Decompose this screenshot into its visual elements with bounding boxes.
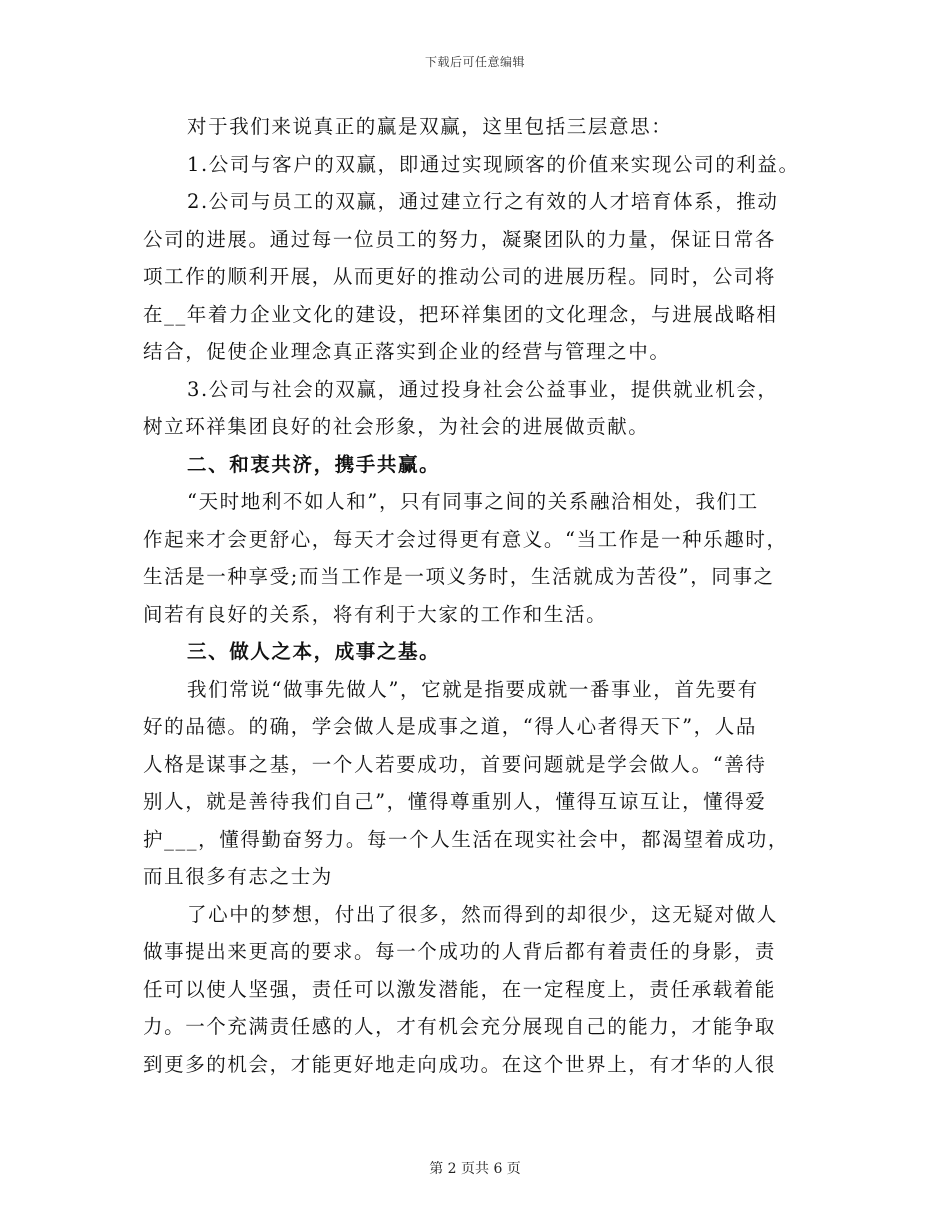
text-line: 间若有良好的关系，将有利于大家的工作和生活。 — [143, 602, 608, 626]
text-line: 1.公司与客户的双赢，即通过实现顾客的价值来实现公司的利益。 — [187, 152, 800, 176]
text-line: 别人，就是善待我们自己”，懂得尊重别人，懂得互谅互让，懂得爱 — [143, 790, 767, 813]
document-body — [143, 108, 813, 1083]
text-line: 了心中的梦想，付出了很多，然而得到的却很少，这无疑对做人 — [187, 902, 778, 926]
text-line: 3.公司与社会的双赢，通过投身社会公益事业，提供就业机会， — [187, 377, 779, 401]
text-line: 到更多的机会，才能更好地走向成功。在这个世界上，有才华的人很 — [143, 1052, 777, 1076]
text-line: 好的品德。的确，学会做人是成事之道，“得人心者得天下”，人品 — [143, 715, 757, 738]
text-line: 护___，懂得勤奋努力。每一个人生活在现实社会中，都渴望着成功， — [143, 827, 789, 851]
text-line: 项工作的顺利开展，从而更好的推动公司的进展历程。同时，公司将 — [143, 265, 777, 288]
section-heading: 三、做人之本，成事之基。 — [187, 640, 441, 663]
page-header: 下载后可任意编辑 — [424, 55, 525, 69]
section-heading: 二、和衷共济，携手共赢。 — [187, 452, 441, 476]
text-line: 对于我们来说真正的赢是双赢，这里包括三层意思： — [187, 115, 673, 138]
page-footer: 第 2 页共 6 页 — [429, 1161, 521, 1177]
text-line: 力。一个充满责任感的人，才有机会充分展现自己的能力，才能争取 — [143, 1015, 777, 1038]
text-line: 结合，促使企业理念真正落实到企业的经营与管理之中。 — [143, 340, 671, 363]
text-line: 而且很多有志之士为 — [143, 865, 333, 888]
text-line: 任可以使人坚强，责任可以激发潜能，在一定程度上，责任承载着能 — [143, 977, 777, 1001]
text-line: 2.公司与员工的双赢，通过建立行之有效的人才培育体系，推动 — [187, 190, 779, 213]
text-line: 公司的进展。通过每一位员工的努力，凝聚团队的力量，保证日常各 — [143, 227, 777, 251]
text-line: “天时地利不如人和”，只有同事之间的关系融洽相处，我们工 — [187, 490, 759, 513]
text-line: 生活是一种享受;而当工作是一项义务时，生活就成为苦役”，同事之 — [143, 565, 775, 588]
text-line: 树立环祥集团良好的社会形象，为社会的进展做贡献。 — [143, 415, 650, 438]
text-line: 人格是谋事之基，一个人若要成功，首要问题就是学会做人。“善待 — [143, 752, 767, 776]
text-line: 在__年着力企业文化的建设，把环祥集团的文化理念，与进展战略相 — [143, 302, 778, 326]
text-line: 作起来才会更舒心，每天才会过得更有意义。“当工作是一种乐趣时， — [143, 527, 788, 551]
text-line: 我们常说“做事先做人”，它就是指要成就一番事业，首先要有 — [187, 677, 759, 701]
text-line: 做事提出来更高的要求。每一个成功的人背后都有着责任的身影，责 — [143, 940, 777, 963]
